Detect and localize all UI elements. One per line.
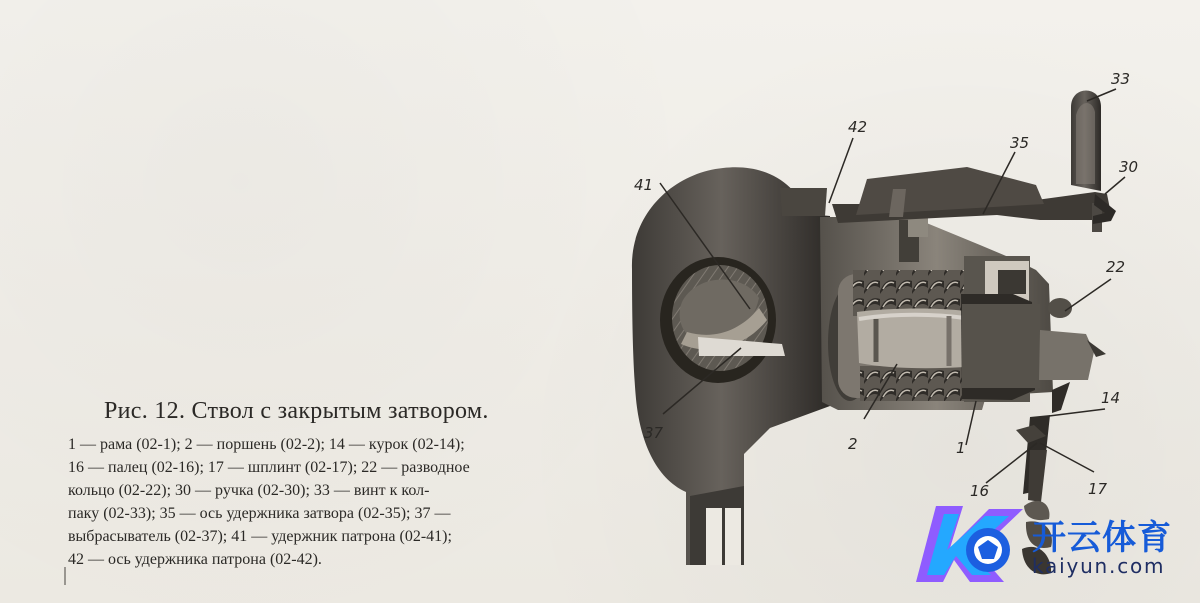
label-37: 37 bbox=[644, 424, 664, 442]
brand-domain: kaiyun.com bbox=[1032, 554, 1166, 578]
label-33: 33 bbox=[1111, 70, 1131, 88]
label-41: 41 bbox=[634, 176, 654, 194]
retainer-axis-and-handle bbox=[832, 91, 1116, 233]
label-1: 1 bbox=[956, 439, 966, 457]
label-16: 16 bbox=[970, 482, 990, 500]
figure-caption: Рис. 12. Ствол с закрытым затвором. bbox=[104, 398, 489, 424]
label-2: 2 bbox=[848, 435, 858, 453]
label-42: 42 bbox=[848, 118, 868, 136]
label-17: 17 bbox=[1088, 480, 1108, 498]
brand-watermark bbox=[912, 496, 1192, 591]
frame bbox=[632, 167, 830, 565]
margin-mark bbox=[64, 567, 66, 585]
label-22: 22 bbox=[1106, 258, 1126, 276]
figure-legend: 1 — рама (02-1); 2 — поршень (02-2); 14 — курок (02-14); 16 — палец (02-16); 17 — шплинт (02-17); 22 — разводное кольцо (02-22); 30 — ручка (02-30); 33 — винт к кол- паку (02-33); 35 — ось удержника затвора (02-35); 37 — выбрасыватель (02-37); 41 — удержник патрона (02-41); 42 — ось удержника патрона (02-42). bbox=[68, 436, 470, 568]
brand-logo-icon bbox=[912, 496, 1032, 591]
brand-name: 开云体育 bbox=[1032, 518, 1172, 558]
label-14: 14 bbox=[1101, 389, 1121, 407]
label-35: 35 bbox=[1010, 134, 1030, 152]
label-30: 30 bbox=[1119, 158, 1139, 176]
